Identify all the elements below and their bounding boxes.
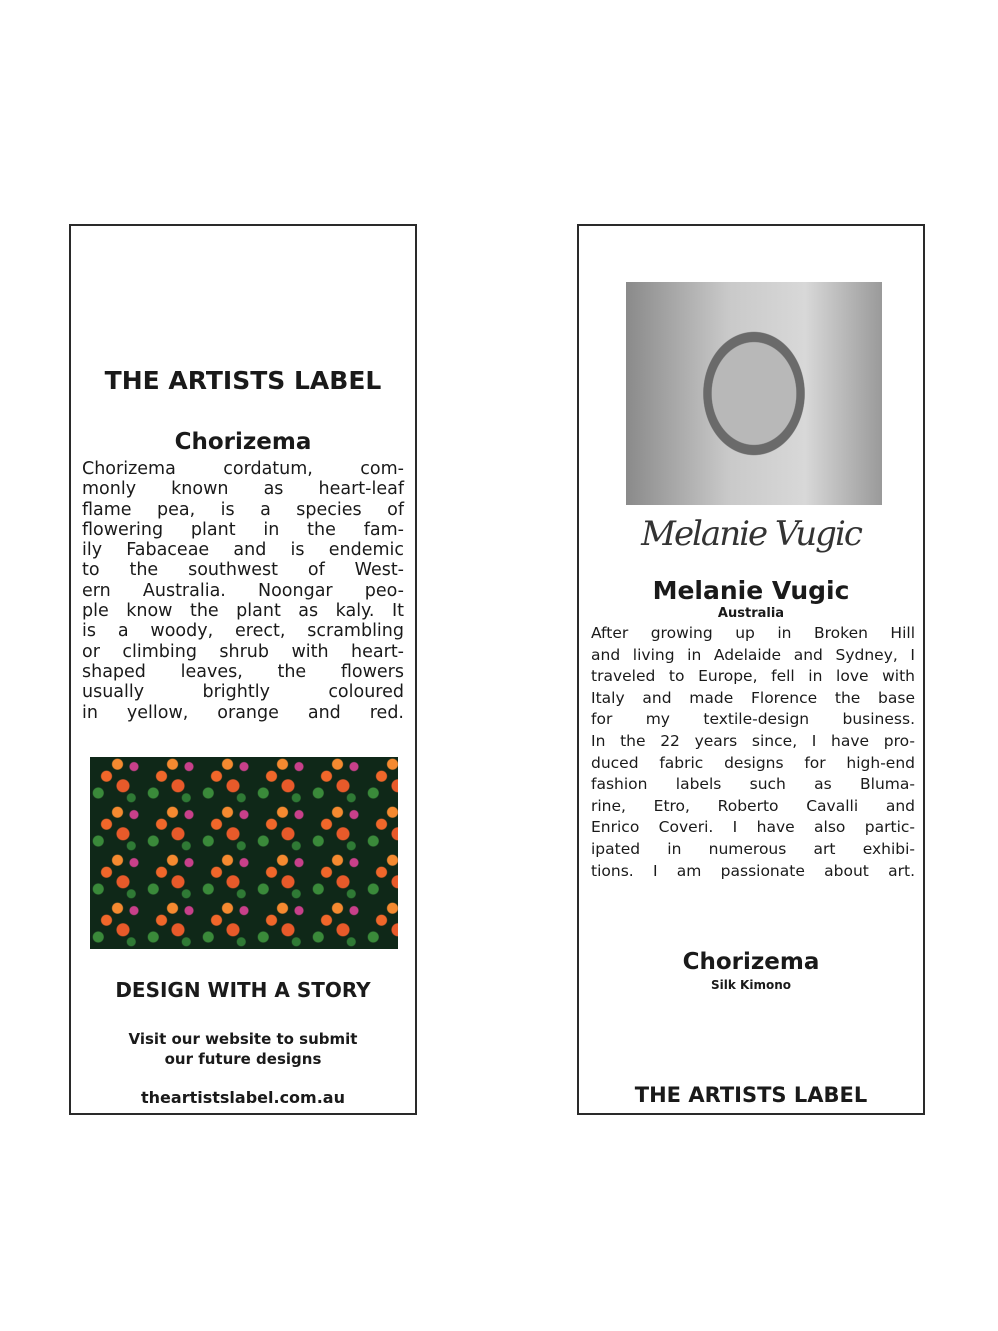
- fabric-pattern-image: [90, 757, 398, 949]
- website-link[interactable]: theartistslabel.com.au: [141, 1088, 345, 1107]
- text-line: Italy and made Florence the base: [591, 688, 915, 707]
- cta-line: our future designs: [164, 1050, 322, 1068]
- brand-footer: THE ARTISTS LABEL: [634, 1083, 868, 1107]
- text-line: flame pea, is a species of: [82, 499, 404, 520]
- text-line: fashion labels such as Bluma-: [591, 775, 915, 794]
- text-line: or climbing shrub with heart-: [82, 641, 404, 662]
- tagline: DESIGN WITH A STORY: [115, 978, 371, 1002]
- text-line: shaped leaves, the flowers: [82, 661, 404, 682]
- artist-signature: Melanie Vugic: [641, 514, 861, 554]
- product-type: Silk Kimono: [711, 978, 791, 992]
- text-line: in yellow, orange and red.: [82, 702, 404, 723]
- cta-text: [71, 1029, 415, 1069]
- right-artist-card: [577, 224, 925, 1115]
- text-line: ily Fabaceae and is endemic: [82, 540, 404, 561]
- text-line: rine, Etro, Roberto Cavalli and: [591, 796, 915, 815]
- artist-bio: [591, 623, 915, 882]
- text-line: ern Australia. Noongar peo-: [82, 580, 404, 601]
- text-line: duced fabric designs for high-end: [591, 753, 915, 772]
- design-description: [82, 459, 404, 723]
- text-line: and living in Adelaide and Sydney, I: [591, 645, 915, 664]
- text-line: Chorizema cordatum, com-: [82, 459, 404, 479]
- text-line: Enrico Coveri. I have also partic-: [591, 818, 915, 837]
- text-line: ipated in numerous art exhibi-: [591, 839, 915, 858]
- text-line: to the southwest of West-: [82, 560, 404, 581]
- design-title: Chorizema: [174, 429, 312, 455]
- text-line: traveled to Europe, fell in love with: [591, 667, 915, 686]
- cta-line: Visit our website to submit: [128, 1030, 358, 1048]
- text-line: After growing up in Broken Hill: [591, 624, 915, 642]
- text-line: monly known as heart-leaf: [82, 479, 404, 500]
- text-line: for my textile-design business.: [591, 710, 915, 729]
- brand-heading: THE ARTISTS LABEL: [104, 366, 382, 395]
- artist-country: Australia: [717, 606, 785, 621]
- artist-name: Melanie Vugic: [652, 576, 850, 605]
- text-line: is a woody, erect, scrambling: [82, 621, 404, 642]
- left-label-card: [69, 224, 417, 1115]
- text-line: flowering plant in the fam-: [82, 519, 404, 540]
- artist-photo: [626, 282, 882, 505]
- text-line: tions. I am passionate about art.: [591, 861, 915, 880]
- text-line: In the 22 years since, I have pro-: [591, 731, 915, 750]
- product-name: Chorizema: [682, 949, 820, 975]
- text-line: usually brightly coloured: [82, 682, 404, 703]
- text-line: ple know the plant as kaly. It: [82, 601, 404, 622]
